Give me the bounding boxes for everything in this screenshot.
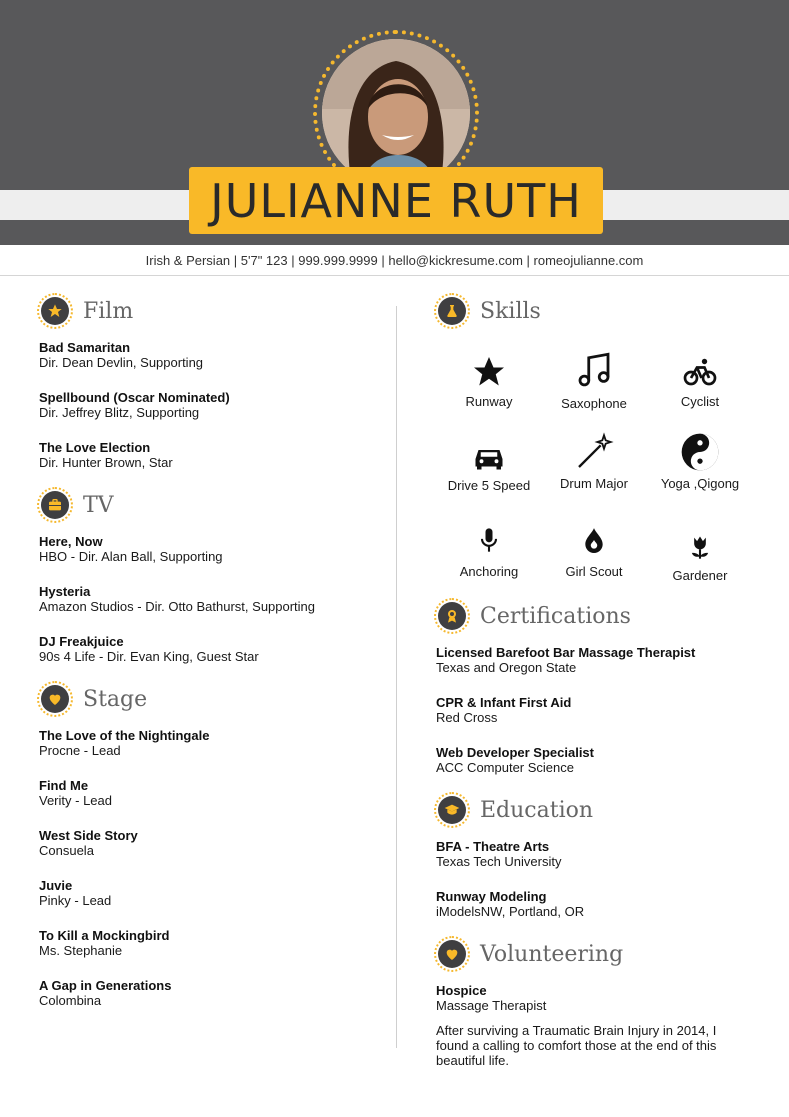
stage-section-header — [37, 681, 147, 717]
certifications-title: Certifications — [480, 603, 631, 629]
skills-badge — [434, 293, 470, 329]
column-divider — [396, 306, 397, 1048]
magic-wand-icon — [574, 432, 614, 472]
certification-entry: Licensed Barefoot Bar Massage Therapist Texas and Oregon State — [436, 645, 696, 675]
stage-entry: The Love of the Nightingale Procne - Lead — [39, 728, 210, 758]
skill-item: Anchoring — [429, 516, 549, 579]
film-entry: Spellbound (Oscar Nominated) Dir. Jeffrey Blitz, Supporting — [39, 390, 230, 420]
stage-entry: West Side Story Consuela — [39, 828, 138, 858]
bicycle-icon — [681, 354, 719, 390]
film-badge — [37, 293, 73, 329]
briefcase-icon — [47, 497, 63, 513]
skill-item: Drum Major — [534, 430, 654, 491]
tv-entry: Here, Now HBO - Dir. Alan Ball, Supporting — [39, 534, 223, 564]
contact-info: Irish & Persian | 5'7" 123 | 999.999.9999 | hello@kickresume.com | romeojulianne.com — [0, 245, 789, 276]
skill-item: Cyclist — [640, 346, 760, 409]
stage-entry: Juvie Pinky - Lead — [39, 878, 112, 908]
skill-item: Saxophone — [534, 344, 654, 411]
stage-title: Stage — [83, 686, 148, 712]
certifications-badge — [434, 598, 470, 634]
education-badge — [434, 792, 470, 828]
skill-item: Runway — [429, 346, 549, 409]
skill-item: Drive 5 Speed — [429, 430, 549, 493]
profile-photo — [322, 39, 470, 187]
tv-entry: Hysteria Amazon Studios - Dir. Otto Bathurst, Supporting — [39, 584, 316, 614]
tv-section-header — [37, 487, 114, 523]
education-entry: Runway Modeling iModelsNW, Portland, OR — [436, 889, 585, 919]
microphone-icon — [475, 520, 503, 560]
star-icon — [47, 303, 63, 319]
tv-badge — [37, 487, 73, 523]
stage-badge — [37, 681, 73, 717]
film-section-header — [37, 293, 133, 329]
volunteering-description: After surviving a Traumatic Brain Injury in 2014, I found a calling to comfort those at the end of this beautiful life. — [436, 1023, 717, 1068]
name-banner — [189, 167, 603, 234]
flask-icon — [444, 303, 460, 319]
volunteering-entry: Hospice Massage Therapist — [436, 983, 547, 1013]
music-note-icon — [573, 348, 615, 392]
tulip-icon — [686, 530, 714, 564]
education-section-header — [434, 792, 593, 828]
skills-section-header — [434, 293, 541, 329]
stage-entry: Find Me Verity - Lead — [39, 778, 112, 808]
tv-title: TV — [83, 492, 114, 518]
heart-icon — [444, 946, 460, 962]
film-entry: Bad Samaritan Dir. Dean Devlin, Supporting — [39, 340, 204, 370]
certification-entry: CPR & Infant First Aid Red Cross — [436, 695, 572, 725]
car-icon — [467, 438, 511, 474]
volunteering-title: Volunteering — [480, 941, 624, 967]
certifications-section-header — [434, 598, 631, 634]
tv-entry: DJ Freakjuice 90s 4 Life - Dir. Evan King, Guest Star — [39, 634, 259, 664]
film-title: Film — [83, 298, 134, 324]
flame-icon — [581, 520, 607, 560]
volunteering-badge — [434, 936, 470, 972]
star-icon — [471, 354, 507, 390]
skill-item: Yoga ,Qigong — [640, 430, 760, 491]
heart-icon — [47, 691, 63, 707]
skills-title: Skills — [480, 298, 541, 324]
skill-item: Girl Scout — [534, 516, 654, 579]
volunteering-section-header — [434, 936, 623, 972]
stage-entry: To Kill a Mockingbird Ms. Stephanie — [39, 928, 170, 958]
graduation-cap-icon — [444, 802, 460, 818]
skill-item: Gardener — [640, 520, 760, 583]
film-entry: The Love Election Dir. Hunter Brown, Star — [39, 440, 173, 470]
stage-entry: A Gap in Generations Colombina — [39, 978, 172, 1008]
candidate-name: JULIANNE RUTH — [210, 173, 582, 228]
education-title: Education — [480, 797, 594, 823]
education-entry: BFA - Theatre Arts Texas Tech University — [436, 839, 562, 869]
yin-yang-icon — [680, 432, 720, 472]
award-ribbon-icon — [444, 608, 460, 624]
certification-entry: Web Developer Specialist ACC Computer Science — [436, 745, 594, 775]
